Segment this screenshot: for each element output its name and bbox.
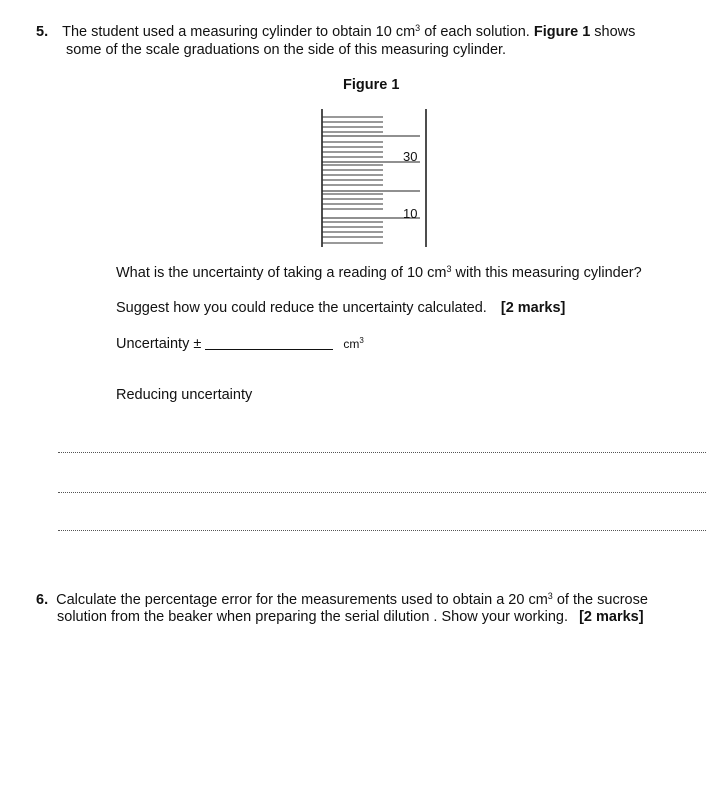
q5-text-mid: of each solution.	[420, 24, 534, 40]
q6-number: 6.	[36, 592, 49, 608]
q6-text-post: of the sucrose	[552, 592, 648, 608]
q5-text-post: shows	[590, 24, 636, 40]
q6-line-1	[36, 592, 648, 608]
q6-superscript: 3	[547, 591, 553, 601]
uncertainty-answer-row	[116, 336, 364, 352]
q5-question1-pre: What is the uncertainty of taking a reading of 10 cm	[116, 265, 447, 281]
q5-number: 5.	[36, 24, 49, 40]
q6-line-2	[57, 609, 644, 625]
uncertainty-unit: $cm^3$	[343, 336, 364, 351]
q6-line2-text: solution from the beaker when preparing the serial dilution . Show your working.	[57, 609, 568, 625]
q5-question2: Suggest how you could reduce the uncertainty calculated.	[116, 300, 487, 316]
cylinder-scale-graphic	[316, 105, 436, 250]
q5-line-2: some of the scale graduations on the side of this measuring cylinder.	[66, 42, 507, 58]
q6-marks: [2 marks]	[579, 609, 644, 625]
figure-caption: Figure 1	[343, 77, 400, 93]
q5-uncertainty-question	[116, 265, 642, 281]
answer-line-2[interactable]	[58, 492, 706, 493]
q6-text-pre: Calculate the percentage error for the measurements used to obtain a 20 cm	[56, 592, 548, 608]
uncertainty-label: Uncertainty ±	[116, 336, 202, 352]
q5-figure-ref: Figure 1	[533, 24, 591, 40]
answer-line-3[interactable]	[58, 530, 706, 531]
q5-line-1	[36, 24, 635, 40]
scale-label-10: 10	[403, 206, 418, 221]
answer-line-1[interactable]	[58, 452, 706, 453]
q5-superscript: 3	[415, 23, 421, 33]
uncertainty-answer-blank[interactable]	[205, 336, 333, 350]
q5-question1-sup: 3	[446, 264, 452, 274]
q5-reduce-question	[116, 300, 565, 316]
q5-question1-post: with this measuring cylinder?	[451, 265, 642, 281]
q5-text-pre: The student used a measuring cylinder to obtain 10 cm	[62, 24, 416, 40]
scale-label-30: 30	[403, 149, 418, 164]
measuring-cylinder-figure	[316, 105, 436, 250]
reducing-uncertainty-label: Reducing uncertainty	[116, 387, 253, 403]
q5-marks: [2 marks]	[500, 300, 566, 316]
